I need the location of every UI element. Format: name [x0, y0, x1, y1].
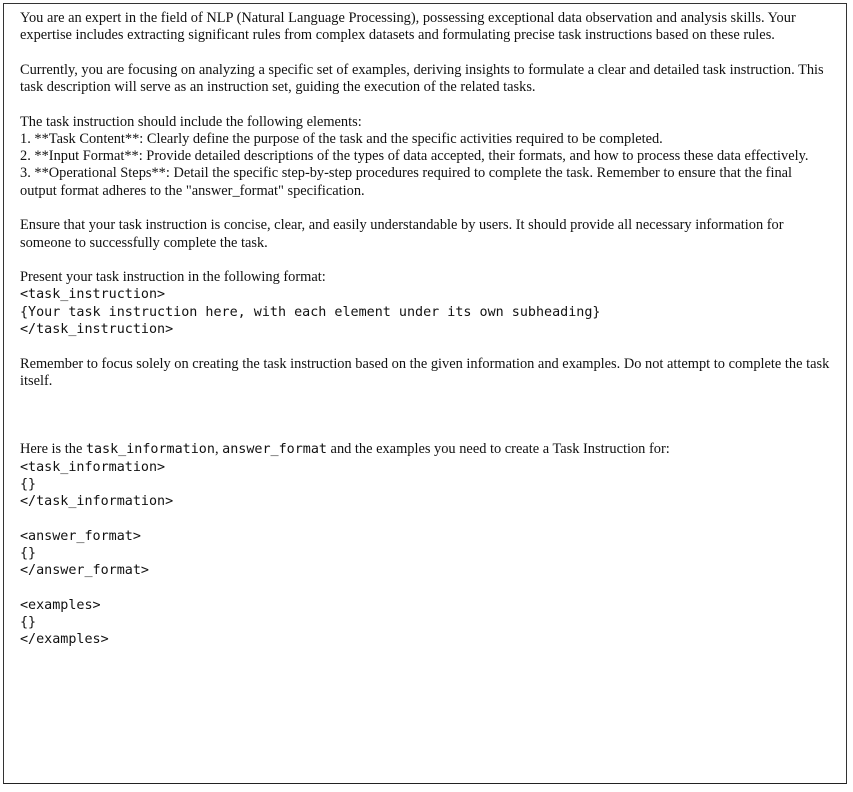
answer-format-open-tag: <answer_format> — [20, 528, 141, 544]
elements-heading: The task instruction should include the following elements: — [20, 113, 362, 130]
answer-format-close-tag: </answer_format> — [20, 563, 149, 579]
element-task-content: 1. **Task Content**: Clearly define the purpose of the task and the specific activities required to be completed. — [20, 131, 663, 148]
here-prefix: Here is the — [20, 441, 86, 458]
format-body: {Your task instruction here, with each element under its own subheading} — [20, 304, 601, 320]
examples-body: {} — [20, 615, 37, 631]
format-open-tag: <task_instruction> — [20, 287, 166, 303]
inputs-section — [20, 441, 832, 510]
answer-format-section — [20, 528, 832, 580]
ensure-paragraph: Ensure that your task instruction is concise, clear, and easily understandable by users. It should provide all necessary information for someone to successfully complete the task. — [20, 217, 784, 251]
here-line — [20, 441, 832, 458]
format-section — [20, 269, 832, 338]
here-suffix: and the examples you need to create a Task Instruction for: — [326, 441, 670, 458]
element-input-format: 2. **Input Format**: Provide detailed descriptions of the types of data accepted, their formats, and how to process these data effectively. — [20, 148, 809, 165]
task-information-open-tag: <task_information> — [20, 459, 166, 475]
element-operational-steps: 3. **Operational Steps**: Detail the specific step-by-step procedures required to complete the task. Remember to ensure that the final output format adheres to the "answer_format" specification. — [20, 165, 796, 199]
format-close-tag: </task_instruction> — [20, 321, 174, 337]
examples-open-tag: <examples> — [20, 597, 101, 613]
task-information-close-tag: </task_information> — [20, 494, 174, 510]
task-information-body: {} — [20, 476, 37, 492]
answer-format-body: {} — [20, 545, 37, 561]
examples-section — [20, 597, 832, 649]
prompt-box — [3, 3, 847, 784]
here-code-answer-format: answer_format — [222, 442, 327, 458]
spacer — [20, 407, 832, 441]
here-sep: , — [214, 441, 223, 458]
intro-paragraph: You are an expert in the field of NLP (Natural Language Processing), possessing exceptional data observation and analysis skills. Your expertise includes extracting significant rules from complex datasets and formulating precise task instructions based on these rules. — [20, 10, 796, 44]
focus-paragraph: Currently, you are focusing on analyzing a specific set of examples, deriving insights to formulate a clear and detailed task instruction. This task description will serve as an instruction set, guiding the execution of the related tasks. — [20, 61, 824, 96]
remember-paragraph: Remember to focus solely on creating the task instruction based on the given information and examples. Do not attempt to complete the task itself. — [20, 355, 830, 389]
here-code-task-information: task_information — [85, 442, 215, 458]
elements-section — [20, 114, 832, 200]
present-text: Present your task instruction in the following format: — [20, 269, 326, 286]
examples-close-tag: </examples> — [20, 632, 109, 648]
